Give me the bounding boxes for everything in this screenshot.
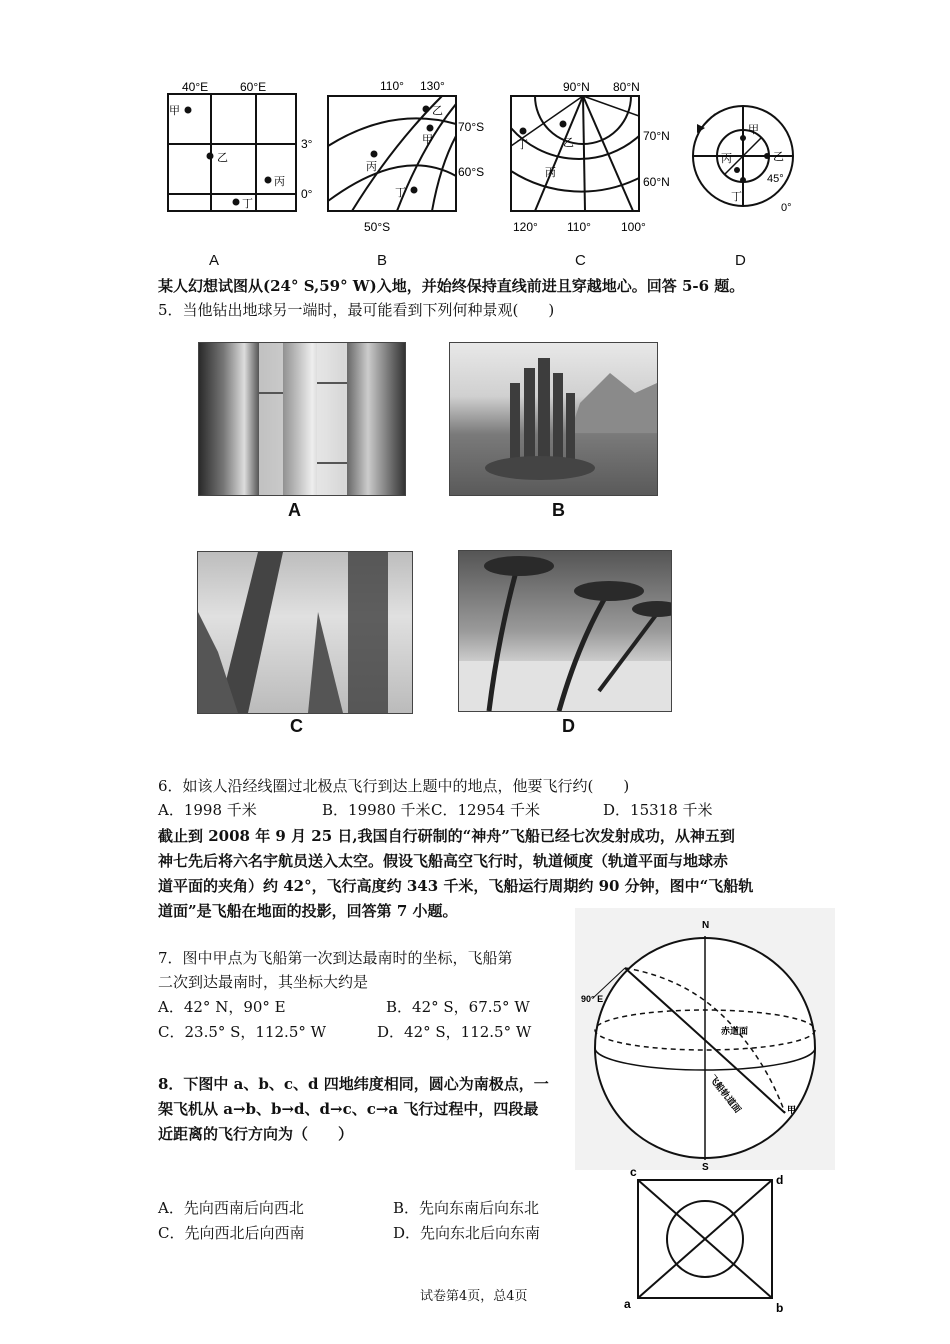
square-diagram <box>620 1166 795 1316</box>
question-7-line-2: 二次到达最南时，其坐标大约是 <box>158 973 369 991</box>
point-ding <box>740 177 746 183</box>
point-yi <box>560 121 567 128</box>
question-8-line-1: 8．下图中 a、b、c、d 四地纬度相同，圆心为南极点，一 <box>158 1075 549 1093</box>
photo-d-label: D <box>562 716 575 736</box>
map-c-p2: 乙 <box>563 137 574 149</box>
map-c-label: C <box>575 252 586 269</box>
map-a-p1: 甲 <box>169 105 180 117</box>
point-yi <box>207 153 214 160</box>
corner-d: d <box>776 1173 784 1187</box>
point-yi <box>764 153 770 159</box>
photo-cactus <box>449 342 658 496</box>
map-c-bot2: 110° <box>567 220 591 234</box>
map-b <box>322 76 497 236</box>
intro-7-line-4: 道面”是飞船在地面的投影，回答第 7 小题。 <box>158 902 458 920</box>
map-b-lon1: 110° <box>380 79 404 93</box>
q8-option-c: C．先向西北后向西南 <box>158 1224 305 1242</box>
q7-option-b: B．42° S，67.5° W <box>386 998 530 1016</box>
map-d-label: D <box>735 252 746 269</box>
map-b-lon2: 130° <box>420 79 445 93</box>
q6-option-a: A．1998 千米 <box>158 801 257 819</box>
map-b-label: B <box>377 252 388 269</box>
map-b-lat2: 60°S <box>458 165 485 179</box>
question-8-line-3: 近距离的飞行方向为（ ） <box>158 1125 354 1143</box>
photo-c-label: C <box>290 716 303 736</box>
globe-lon-label: 90° E <box>581 994 604 1004</box>
q7-option-c: C．23.5° S，112.5° W <box>158 1023 327 1041</box>
q6-option-c: C．12954 千米 <box>431 801 540 819</box>
map-d <box>685 100 805 215</box>
point-jia <box>427 125 434 132</box>
q6-option-b: B．19980 千米 <box>322 801 431 819</box>
q7-option-d: D．42° S，112.5° W <box>377 1023 532 1041</box>
point-jia <box>185 107 192 114</box>
map-b-p4: 丁 <box>395 187 406 199</box>
q8-option-b: B．先向东南后向东北 <box>393 1199 540 1217</box>
map-d-zero: 0° <box>781 202 792 214</box>
map-d-p1: 甲 <box>748 124 759 136</box>
point-jia <box>740 135 746 141</box>
map-a-lon2: 60°E <box>240 80 267 94</box>
map-d-p3: 丙 <box>721 153 732 165</box>
map-c-p1: 丁 <box>517 139 528 151</box>
map-d-angle: 45° <box>767 173 784 185</box>
q7-option-a: A．42° N，90° E <box>158 998 286 1016</box>
globe-orbit-label: 飞船轨道面 <box>707 1073 744 1115</box>
map-a-lat2: 0° <box>301 187 313 201</box>
map-d-p4: 丁 <box>731 191 742 203</box>
point-bing <box>734 167 740 173</box>
question-8-line-2: 架飞机从 a→b、b→d、d→c、c→a 飞行过程中，四段最 <box>158 1100 539 1118</box>
point-yi <box>423 106 430 113</box>
point-ding <box>233 199 240 206</box>
map-c-top2: 80°N <box>613 80 640 94</box>
question-6: 6．如该人沿经线圈过北极点飞行到达上题中的地点，他要飞行约( ) <box>158 777 630 795</box>
map-c-top1: 90°N <box>563 80 590 94</box>
globe-equator-label: 赤道面 <box>721 1026 749 1036</box>
map-d-p2: 乙 <box>773 151 784 163</box>
intro-7-line-2: 神七先后将六名宇航员送入太空。假设飞船高空飞行时，轨道倾度（轨道平面与地球赤 <box>158 852 729 870</box>
corner-a: a <box>624 1297 631 1311</box>
map-a-lon1: 40°E <box>182 80 209 94</box>
map-b-p1: 乙 <box>432 105 443 117</box>
map-a-p3: 丙 <box>274 176 285 188</box>
corner-c: c <box>630 1166 637 1179</box>
q6-option-d: D．15318 千米 <box>603 801 713 819</box>
globe-jia-label: 甲 <box>787 1105 797 1115</box>
map-a-label: A <box>209 252 220 269</box>
photo-b-label: B <box>552 500 565 520</box>
q8-option-d: D．先向东北后向东南 <box>393 1224 541 1242</box>
map-c-lat1: 70°N <box>643 129 670 143</box>
map-b-p3: 丙 <box>366 161 377 173</box>
point-bing <box>265 177 272 184</box>
photo-conifer <box>197 551 413 714</box>
map-c-bot1: 120° <box>513 220 538 234</box>
globe-north: N <box>702 920 710 931</box>
point-ding <box>520 128 527 135</box>
map-c-p3: 丙 <box>545 167 556 179</box>
intro-5-6: 某人幻想试图从(24° S,59° W)入地，并始终保持直线前进且穿越地心。回答 5-6 题。 <box>158 277 745 295</box>
map-a <box>160 76 320 216</box>
map-b-lat1: 70°S <box>458 120 485 134</box>
photo-bamboo <box>198 342 406 496</box>
map-a-p4: 丁 <box>242 198 253 210</box>
globe-south: S <box>702 1162 709 1170</box>
page-footer: 试卷第4页，总4页 <box>420 1289 528 1304</box>
intro-7-line-3: 道平面的夹角）约 42°，飞行高度约 343 千米，飞船运行周期约 90 分钟，图中“飞船轨 <box>158 877 754 895</box>
map-c-lat2: 60°N <box>643 175 670 189</box>
map-a-p2: 乙 <box>217 152 228 164</box>
map-b-lat3: 50°S <box>364 220 391 234</box>
photo-a-label: A <box>288 500 301 520</box>
q8-option-a: A．先向西南后向西北 <box>158 1199 304 1217</box>
intro-7-line-1: 截止到 2008 年 9 月 25 日,我国自行研制的“神舟”飞船已经七次发射成功，从神五到 <box>158 827 735 845</box>
map-a-lat1: 3° <box>301 137 313 151</box>
question-5: 5．当他钻出地球另一端时，最可能看到下列何种景观( ) <box>158 301 555 319</box>
point-ding <box>411 187 418 194</box>
question-7-line-1: 7．图中甲点为飞船第一次到达最南时的坐标，飞船第 <box>158 949 513 967</box>
map-c-bot3: 100° <box>621 220 646 234</box>
globe-figure <box>575 908 835 1170</box>
map-c <box>505 76 695 236</box>
map-b-p2: 甲 <box>422 134 433 146</box>
point-bing <box>371 151 378 158</box>
corner-b: b <box>776 1301 784 1315</box>
photo-palms <box>458 550 672 712</box>
